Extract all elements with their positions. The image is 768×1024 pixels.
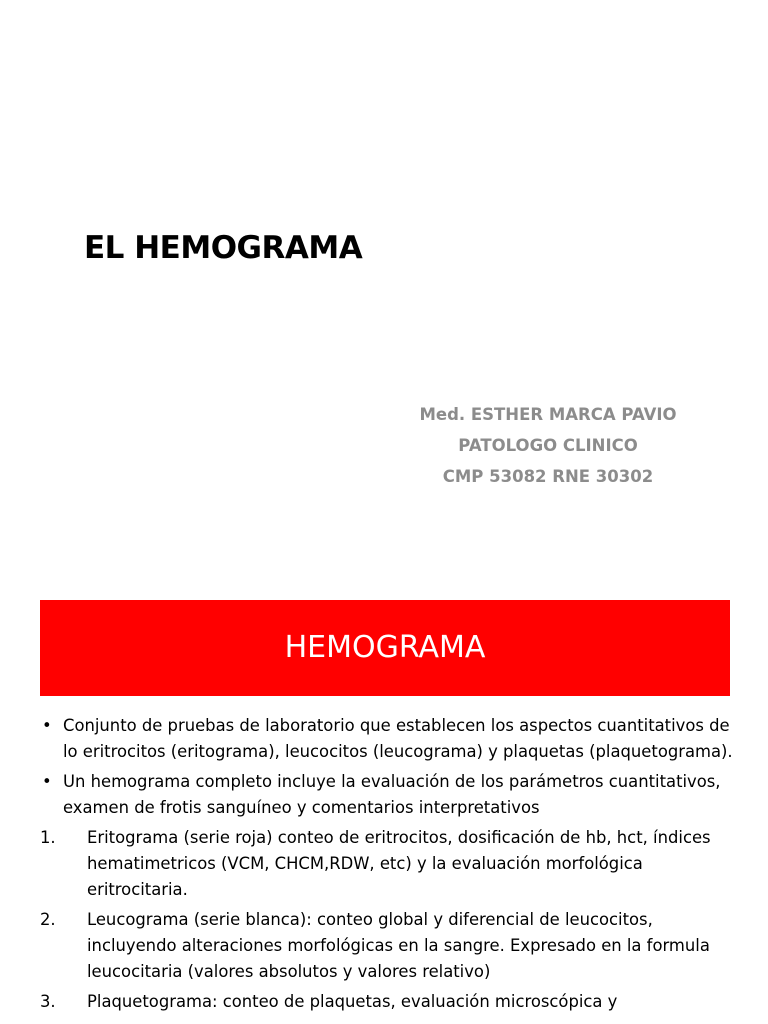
numbered-item [40, 907, 740, 985]
author-specialty: PATOLOGO CLINICO [458, 436, 638, 455]
banner-title: HEMOGRAMA [284, 630, 486, 665]
slide-content [40, 713, 740, 1019]
numbered-item [40, 825, 740, 903]
bullet-text: Conjunto de pruebas de laboratorio que establecen los aspectos cuantitativos de lo eritrocitos (eritograma), leucocitos (leucograma) y plaquetas (plaquetograma). [63, 716, 733, 761]
author-block [390, 402, 706, 495]
section-banner [40, 600, 730, 696]
number-marker: 3. [40, 992, 56, 1011]
author-name: Med. ESTHER MARCA PAVIO [419, 405, 677, 424]
bullet-text: Un hemograma completo incluye la evaluación de los parámetros cuantitativos, examen de frotis sanguíneo y comentarios interpretativos [63, 772, 721, 817]
numbered-item [40, 989, 740, 1015]
bullet-marker: • [42, 716, 52, 735]
numbered-text: Eritograma (serie roja) conteo de eritrocitos, dosificación de hb, hct, índices hematimetricos (VCM, CHCM,RDW, etc) y la evaluación morfológica eritrocitaria. [87, 828, 711, 899]
bullet-item [40, 713, 740, 765]
author-registration: CMP 53082 RNE 30302 [442, 467, 654, 486]
number-marker: 2. [40, 910, 56, 929]
numbered-text: Plaquetograma: conteo de plaquetas, evaluación microscópica y [87, 992, 618, 1011]
slide-title: EL HEMOGRAMA [84, 230, 363, 266]
number-marker: 1. [40, 828, 56, 847]
numbered-text: Leucograma (serie blanca): conteo global y diferencial de leucocitos, incluyendo alteraciones morfológicas en la sangre. Expresado en la formula leucocitaria (valores absolutos y valores relativo) [87, 910, 710, 981]
bullet-marker: • [42, 772, 52, 791]
bullet-item [40, 769, 740, 821]
